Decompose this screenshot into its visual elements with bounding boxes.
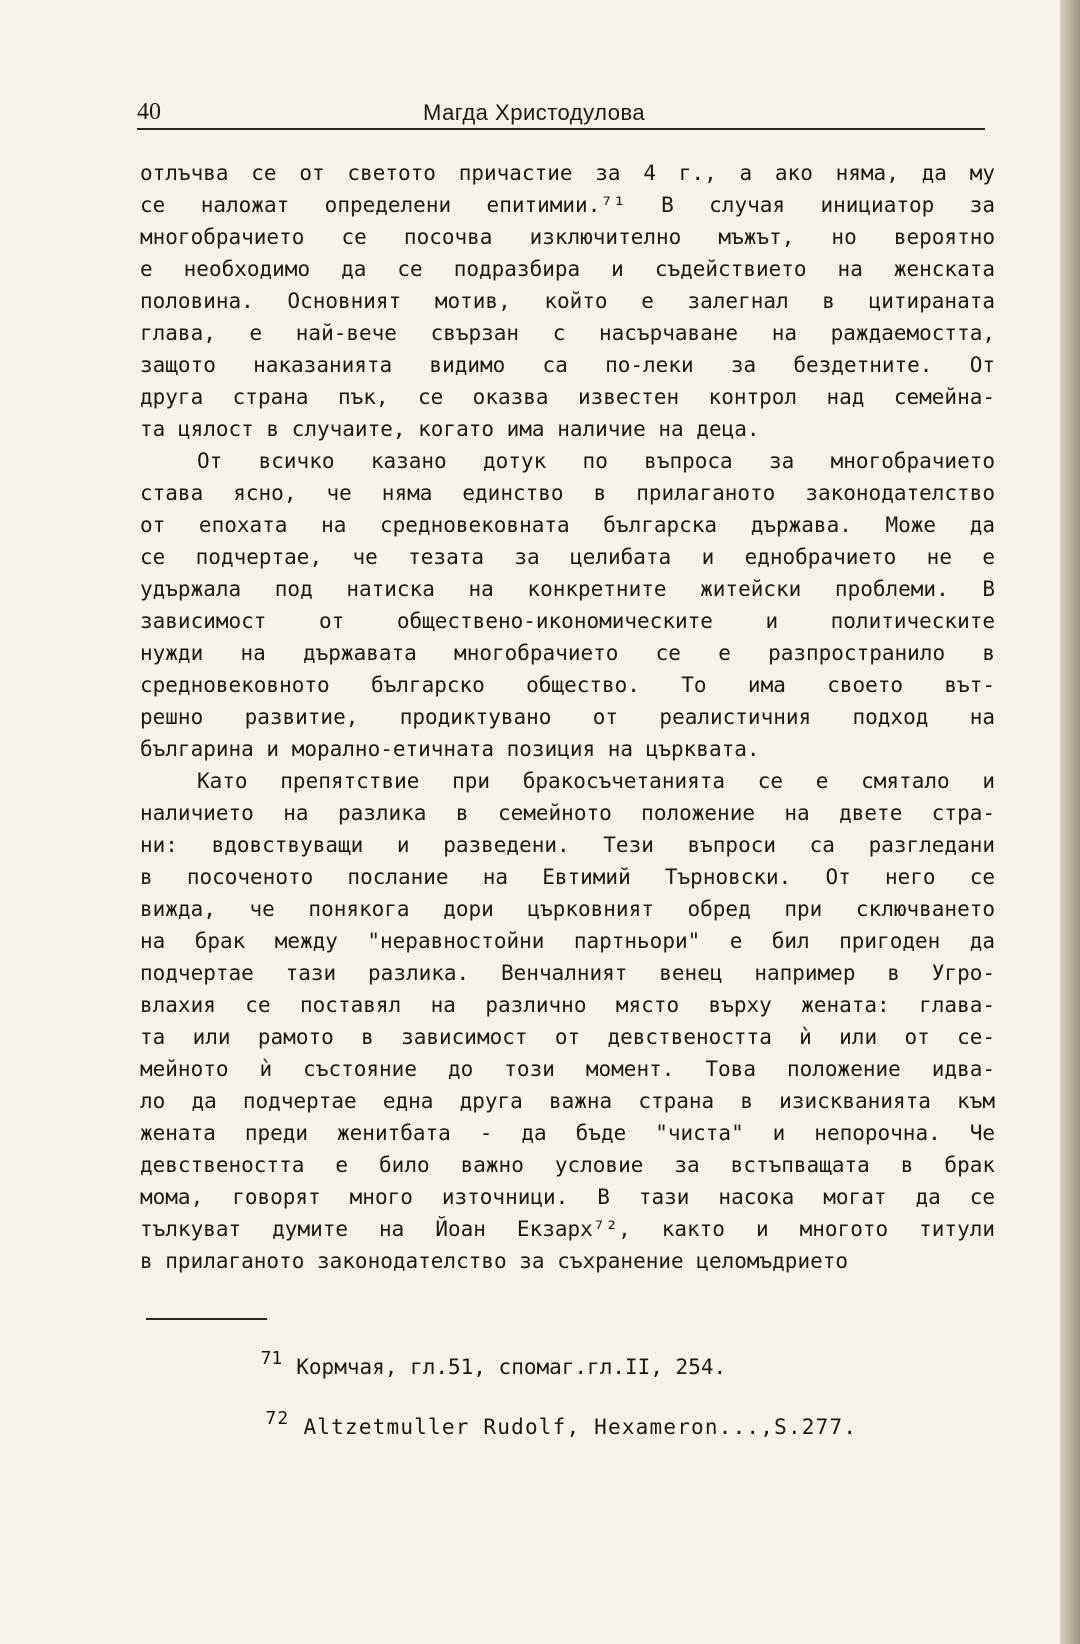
footnote [210,1384,857,1463]
text-line: жената преди женитбата - да бъде "чиста" и непорочна. Че [140,1121,995,1145]
text-line: та цялост в случаите, когато има наличие на деца. [140,417,760,441]
main-text [140,157,995,1277]
text-line: девствеността е било важно условие за встъпващата в брак [140,1153,995,1177]
text-line: от епохата на средновековната българска държава. Може да [140,513,995,537]
running-header [137,96,985,130]
text-line: ни: вдовствуващи и разведени. Тези въпроси са разгледани [140,833,995,857]
text-line: наличието на разлика в семейното положение на двете стра- [140,801,995,825]
text-line: подчертае тази разлика. Венчалният венец например в Угро- [140,961,995,985]
text-line: половина. Основният мотив, който е залегнал в цитираната [140,289,995,313]
footnote-text: Кормчая, гл.51, спомаг.гл.II, 254. [296,1355,727,1379]
page-edge-shadow [1060,0,1080,1644]
text-line: многобрачието се посочва изключително мъжът, но вероятно [140,225,995,249]
footnote-mark: 71 [260,1348,283,1369]
text-line: решно развитие, продиктувано от реалистичния подход на [140,705,995,729]
running-title: Магда Христодулова [423,100,646,125]
text-line: защото наказанията видимо са по-леки за бездетните. От [140,353,995,377]
footnote-divider [146,1318,267,1320]
text-line: мома, говорят много източници. В тази насока могат да се [140,1185,995,1209]
text-line: средновековното българско общество. То има своето вът- [140,673,995,697]
text-line: та или рамото в зависимост от девствеността ѝ или от се- [140,1025,995,1049]
text-line: глава, е най-вече свързан с насърчаване на раждаемостта, [140,321,995,345]
text-line: мейното ѝ състояние до този момент. Това положение идва- [140,1057,995,1081]
text-line: българина и морално-етичната позиция на църквата. [140,737,760,761]
text-line: е необходимо да се подразбира и съдействието на женската [140,257,995,281]
text-line: в прилаганото законодателство за съхранение целомъдрието [140,1249,849,1273]
text-line: друга страна пък, се оказва известен контрол над семейна- [140,385,995,409]
text-line: тълкуват думите на Йоан Екзарх⁷², както и многото титули [140,1217,995,1241]
text-line: отлъчва се от светото причастие за 4 г., а ако няма, да му [140,161,995,185]
footnote-text: Altzetmuller Rudolf, Hexameron...,S.277. [303,1415,858,1439]
text-line: ло да подчертае една друга важна страна в изискванията към [140,1089,995,1113]
text-line: на брак между "неравностойни партньори" е бил пригоден да [140,929,995,953]
text-line: става ясно, че няма единство в прилаганото законодателство [140,481,995,505]
text-line: вижда, че понякога дори църковният обред при сключването [140,897,995,921]
text-line: От всичко казано дотук по въпроса за многобрачието [197,449,995,473]
text-line: влахия се поставял на различно място върху жената: глава- [140,993,995,1017]
text-line: удържала под натиска на конкретните житейски проблеми. В [140,577,995,601]
text-line: в посоченото послание на Евтимий Търновски. От него се [140,865,995,889]
text-line: се подчертае, че тезата за целибата и еднобрачието не е [140,545,995,569]
text-line: нужди на държавата многобрачието се е разпространило в [140,641,995,665]
text-line: Като препятствие при бракосъчетанията се е смятало и [197,769,995,793]
footnote-mark: 72 [265,1408,290,1429]
page-number: 40 [137,99,161,125]
text-line: се наложат определени епитимии.⁷¹ В случая инициатор за [140,193,995,217]
text-line: зависимост от обществено-икономическите и политическите [140,609,995,633]
